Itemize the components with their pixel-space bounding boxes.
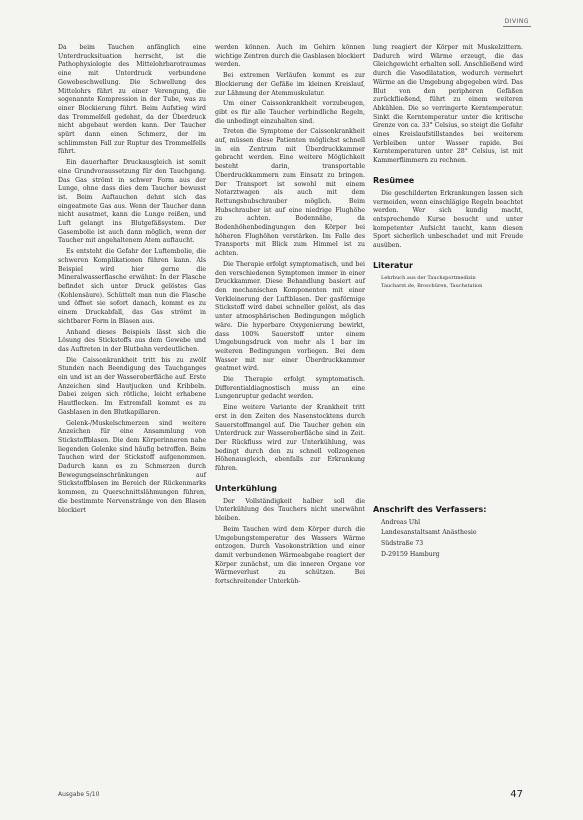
page-number: 47 [510, 789, 523, 800]
body-paragraph: Ein dauerhafter Druckausgleich ist somit eine Grundvoraussetzung für den Tauchgang. Das Gas strömt in schwer Form aus der Lunge, ohne dass dies dem Taucher bewusst ist. Beim Auftauchen dehnt sich das eingeatmete Gas aus. Wenn der Taucher dann nicht ausatmet, kann die Lunge reißen, und Luft gelangt ins Blutgefäßsystem. Der Gasembolie ist auch dann möglich, wenn der Taucher mit angehaltenem Atem auftaucht. [58, 159, 206, 245]
header-section-tag: DIVING [504, 18, 529, 25]
body-paragraph: Treten die Symptome der Caissonkrankheit auf, müssen diese Patienten möglichst schnell in ein Zentrum mit Überdruckkammer gebracht werden. Eine weitere Möglichkeit besteht darin, transportable Überdruckkammern zum Einsatz zu bringen. Der Transport ist sowohl mit einem Notarztwagen als auch mit dem Rettungshubschrauber möglich. Beim Hubschrauber ist auf eine niedrige Flughöhe zu achten. Bodennähe, da Bodenhöhenbedingungen den Körper bei höheren Flughöhen verstärken. Im Falle des Transports mit Blick zum Himmel ist zu achten. [215, 128, 365, 258]
body-paragraph: Eine weitere Variante der Krankheit tritt erst in den Zeiten des Nasenstocktens durch Sauerstoffmangel auf. Die Taucher gehen ein Unterdruck zur Wasseroberfläche sind in Zeit. Der Rückfluss wird zur Unterkühlung, was bedingt durch den zu schnell vollzogenen Höhenausgleich, ebenfalls zur Erkrankung führen. [215, 404, 365, 473]
address-line: Andreas Uhl [381, 518, 421, 526]
body-paragraph: Es entsteht die Gefahr der Luftembolie, die schweren Komplikationen führen kann. Als Beispiel wird hier gerne die Mineralwasserflasche erwähnt: In der Flasche befindet sich unter Druck gelöstes Gas (Kohlensäure). Schüttelt man nun die Flasche und öffnet sie sofort danach, kommt es zu einem Druckabfall, das Gas strömt in sichtbarer Form in Blasen aus. [58, 248, 206, 325]
body-paragraph: Die Caissonkrankheit tritt bis zu zwölf Stunden nach Beendigung des Tauchganges ein und ist an der Wasseroberfläche auf. Erste Anzeichen sind Hautjucken und Kribbeln. Dabei zeigen sich rötliche, leicht erhabene Hautflecken. Im Extremfall kommt es zu Gasblasen in den Blutkapillaren. [58, 356, 206, 416]
reference-entry: Lehrbuch aus der Tauchsportmedizin [381, 274, 476, 281]
body-paragraph: Die Therapie erfolgt symptomatisch, und bei den verschiedenen Symptomen immer in einer Druckkammer. Diese Behandlung basiert auf den mechanischen Komponenten mit einer Verkleinerung der Luftblasen. Der gasförmige Stickstoff wird dabei schneller gelöst, als das unter atmosphärischen Bedingungen möglich wäre. Die hyperbare Oxygenierung bewirkt, dass 100% Sauerstoff unter einem Umgebungsdruck von mehr als 1 bar im weiteren Bedingungen vorliegen. Bei dem Wasser mit nur einer Überdruckkammer geatmet wird. [215, 260, 365, 373]
text-column-2 [215, 44, 365, 589]
body-paragraph: lung reagiert der Körper mit Muskelzittern. Dadurch wird Wärme erzeugt, die das Gleichgewicht erhalten soll. Anschließend wird durch die Vasodilatation, wodurch vermehrt Wärme an die Umgebung abgegeben wird. Das Blut von den peripheren Gefäßen zurückfließend, führt zu einem weiteren Abkühlen. Die so verringerte Kerntemperatur. Sinkt die Kerntemperatur unter die kritische Grenze von ca. 33° Celsius, so steigt die Gefahr eines Kreislaufstillstandes bei weiterem Verbleiben unter Wasser rapide. Bei Kerntemperaturen unter 28° Celsius, ist mit Kammerflimmern zu rechnen. [373, 44, 523, 165]
body-paragraph: Da beim Tauchen anfänglich eine Unterdrucksituation herrscht, ist die Pathophysiologie des Mittelohrbarotraumas eine mit Unterdruck verbundene Gewebeschwellung. Die Schwellung des Mittelohrs führt zu einer Verengung, die sogenannte Kompression in der Tube, was zu einer Blockierung führt. Beim Aufstieg wird das Trommelfell gedehnt, da der Überdruck nicht abgebaut werden kann. Der Taucher spürt dann einen Schmerz, der im schlimmsten Fall zur Ruptur des Trommelfells führt. [58, 44, 206, 156]
section-heading-literatur: Literatur [373, 260, 413, 270]
text-column-1 [58, 44, 206, 517]
body-paragraph: Um einer Caissonkrankheit vorzubeugen, gibt es für alle Taucher verbindliche Regeln, die unbedingt einzuhalten sind. [215, 100, 365, 125]
body-paragraph: werden können. Auch im Gehirn können wichtige Zentren durch die Gasblasen blockiert werden. [215, 44, 365, 69]
reference-entry: Taucharzt.de, Broschüren, Tauchstation [381, 283, 483, 290]
section-heading-address: Anschrift des Verfassers: [373, 504, 487, 514]
section-heading-unterkuehlung: Unterkühlung [215, 483, 277, 493]
address-line: Südstraße 73 [381, 539, 424, 547]
address-line: Landesanstaltsamt Anästhesie [381, 529, 477, 537]
body-paragraph: Bei extremen Verläufen kommt es zur Blockierung der Gefäße im kleinen Kreislauf, zur Lähmung der Atemmuskulatur. [215, 72, 365, 97]
section-heading-resuemee: Resümee [373, 175, 415, 185]
body-paragraph: Die geschilderten Erkrankungen lassen sich vermeiden, wenn einschlägige Regeln beachtet werden. Wer sich kundig macht, entsprechende Kurse besucht und unter kompetenter Aufsicht taucht, kann diesen Sport sicherlich unbeschadet und mit Freude ausüben. [373, 189, 523, 250]
footer-issue: Ausgabe 5/10 [58, 791, 100, 798]
address-line: D-29159 Hamburg [381, 550, 440, 558]
body-paragraph: Beim Tauchen wird dem Körper durch die Umgebungstemperatur des Wassers Wärme entzogen. Durch Vasokonstriktion und einer damit verbundenen Wärmeabgabe reagiert der Körper zunächst, um die inneren Organe vor Wärmeverlust zu schützen. Bei fortschreitender Unterküh- [215, 525, 365, 586]
body-paragraph: Die Therapie erfolgt symptomatisch. Differentialdiagnostisch muss an eine Lungenruptur gedacht werden. [215, 376, 365, 401]
text-column-3 [373, 44, 523, 561]
body-paragraph: Der Vollständigkeit halber soll die Unterkühlung des Tauchers nicht unerwähnt bleiben. [215, 497, 365, 523]
body-paragraph: Gelenk-/Muskelschmerzen sind weitere Anzeichen für eine Ansammlung von Stickstoffblasen. Die dem Körperinneren nahe liegenden Gelenke sind häufig betroffen. Beim Tauchen wird der Stickstoff aufgenommen. Dadurch kann es zu Schmerzen durch Bewegungseinschränkungen auf Stickstoffblasen im Bereich der Rückenmarks kommen, zu Querschnittslähmungen führen, die bestimmte Nervenstränge von den Blasen blockiert [58, 419, 206, 514]
body-paragraph: Anhand dieses Beispiels lässt sich die Lösung des Stickstoffs aus dem Gewebe und das Auftreten in der Blutbahn verdeutlichen. [58, 328, 206, 353]
